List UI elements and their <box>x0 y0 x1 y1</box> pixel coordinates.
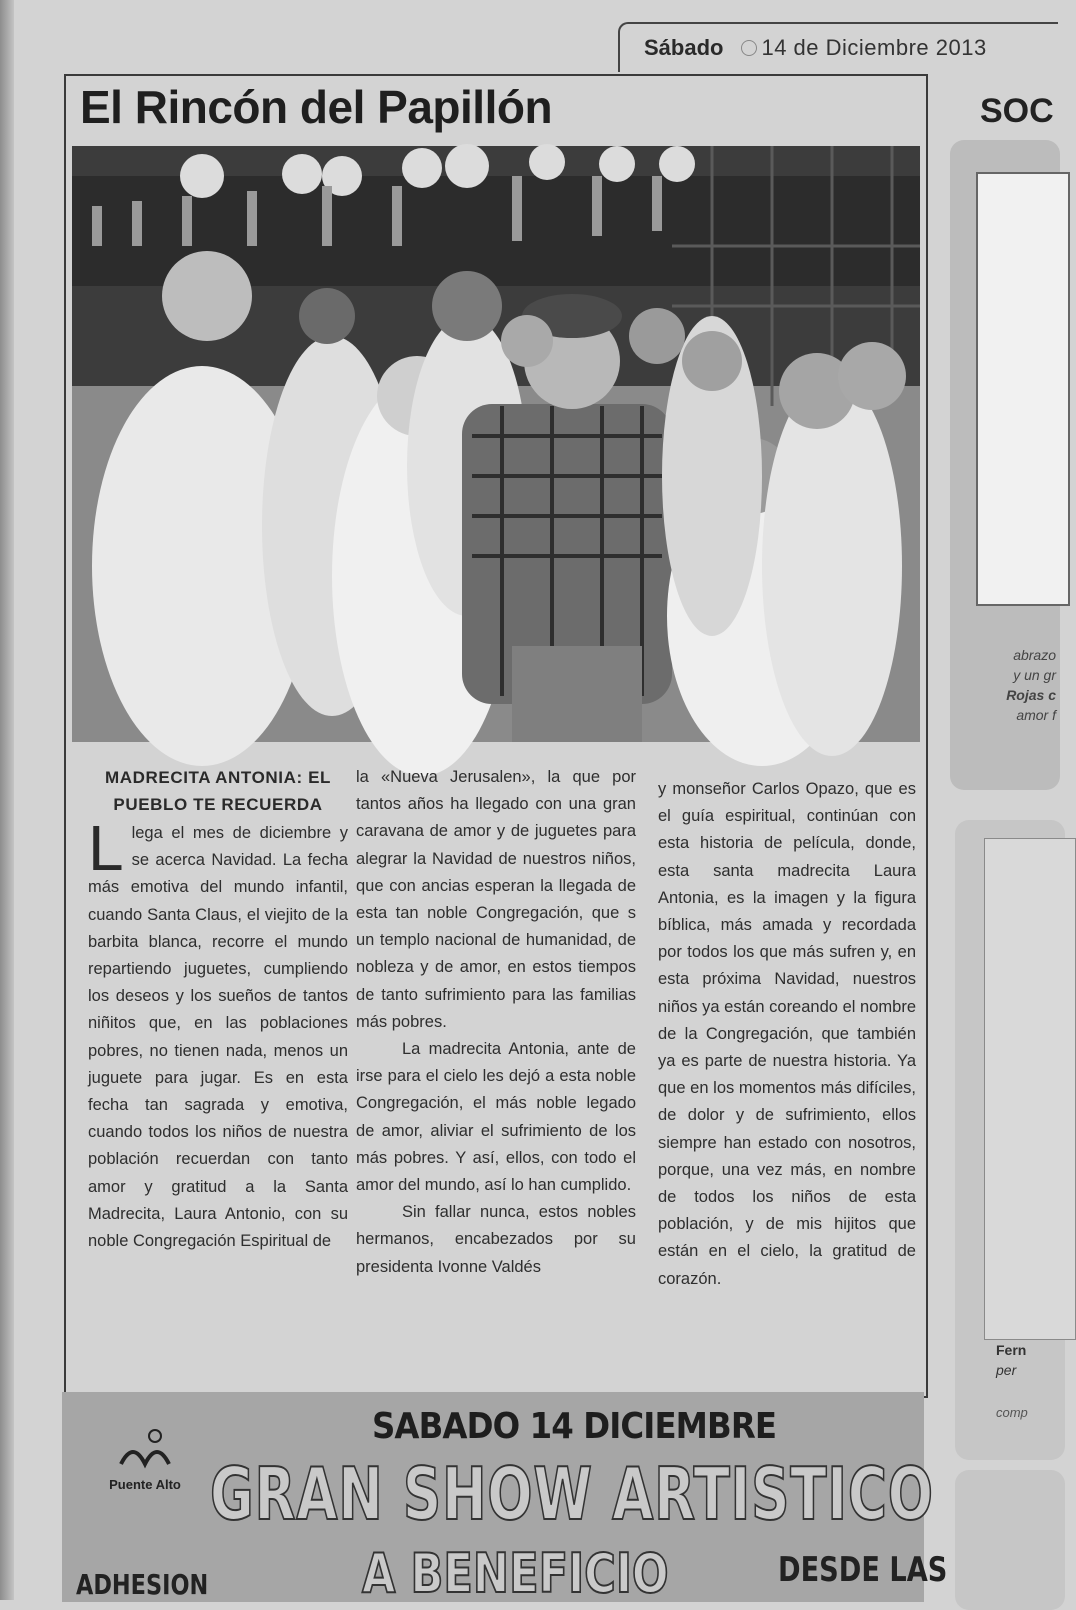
text-column-2 <box>356 764 636 1281</box>
caption-line: abrazo <box>1013 647 1056 663</box>
ad-subline: A BENEFICIO <box>362 1542 669 1605</box>
neighbor-caption <box>966 645 1056 725</box>
caption-line: y un gr <box>1013 667 1056 683</box>
neighbor-text-line: per <box>996 1362 1017 1378</box>
paragraph-4: Sin fallar nunca, estos nobles hermanos, encabezados por su presidenta Ivonne Valdés <box>356 1203 636 1276</box>
date-separator <box>741 40 757 56</box>
ad-right-label: DESDE LAS <box>778 1550 948 1590</box>
date-text: 14 de Diciembre 2013 <box>761 35 987 60</box>
puente-alto-logo <box>90 1426 200 1492</box>
event-advertisement <box>62 1392 948 1605</box>
neighbor-text-small: comp <box>996 1405 1028 1420</box>
article-photo <box>72 146 920 742</box>
neighbor-text <box>996 1340 1026 1380</box>
drop-cap: L <box>88 812 124 884</box>
caption-line: Rojas c <box>1006 687 1056 703</box>
neighbor-photo <box>976 172 1070 606</box>
date-header <box>618 22 1058 72</box>
page-edge <box>0 0 14 1600</box>
paragraph-1: lega el mes de diciembre y se acerca Navidad. La fecha más emotiva del mundo infantil, cuando Santa Claus, el viejito de la barbita blanca, recorre el mundo repartiendo juguetes, cumpliendo los deseos y los sueños de tantos niñitos que, en las poblaciones pobres, no tienen nada, menos un juguete para jugar. Es en esta fecha tan sagrada y emotiva, cuando todos los niños de nuestra población recuerdan con tanto amor y gratitud a la Santa Madrecita, Laura Antonio, con su noble Congregación Espiritual de <box>88 824 348 1251</box>
ad-date: SABADO 14 DICIEMBRE <box>372 1406 777 1447</box>
article-kicker: MADRECITA ANTONIA: EL PUEBLO TE RECUERDA <box>104 768 332 814</box>
neighbor-section-heading: SOC <box>980 92 1054 130</box>
date-day: Sábado <box>644 35 724 60</box>
paragraph-5: y monseñor Carlos Opazo, que es el guía espiritual, continúan con esta historia de película, donde, esta santa madrecita Laura Antonia, es la imagen y la figura bíblica, más amada y recordada por todos los que más sufren y, en esta próxima Navidad, nuestros niños ya están coreando el nombre de la Congregación, que también ya es parte de nuestra historia. Ya que en los momentos más difíciles, de dolor y de sufrimiento, ellos siempre han estado con nosotros, porque, una vez más, en nombre de todos los niños de esta población, y de mis hijitos que están en el cielo, la gratitud de corazón. <box>658 780 916 1288</box>
logo-label: Puente Alto <box>109 1477 181 1492</box>
paragraph-3: La madrecita Antonia, ante de irse para el cielo les dejó a esta noble Congregación, el más noble legado de amor, aliviar el sufrimiento de los más pobres. Y así, ellos, con todo el amor del mundo, así lo han cumplido. <box>356 1040 636 1195</box>
paragraph-2: la «Nueva Jerusalen», la que por tantos años ha llegado con una gran caravana de amor y de juguetes para alegrar la Navidad de nuestros niños, que con ancias esperan la llegada de esta tan noble Congregación, que s un templo nacional de humanidad, de nobleza y de amor, en estos tiempos de tanto sufrimiento para las familias más pobres. <box>356 768 636 1031</box>
caption-line: amor f <box>1016 707 1056 723</box>
text-column-3 <box>658 776 916 1293</box>
neighbor-photo-2 <box>984 838 1076 1340</box>
text-column-1 <box>88 764 348 1255</box>
article-box <box>64 74 928 1398</box>
section-title: El Rincón del Papillón <box>80 81 553 133</box>
neighbor-text-line: Fern <box>996 1342 1027 1358</box>
sun-bridge-icon <box>115 1426 175 1470</box>
ad-left-label: ADHESION <box>76 1568 209 1601</box>
neighbor-panel-bottom <box>955 1470 1065 1610</box>
ad-headline: GRAN SHOW ARTISTICO <box>210 1452 934 1536</box>
